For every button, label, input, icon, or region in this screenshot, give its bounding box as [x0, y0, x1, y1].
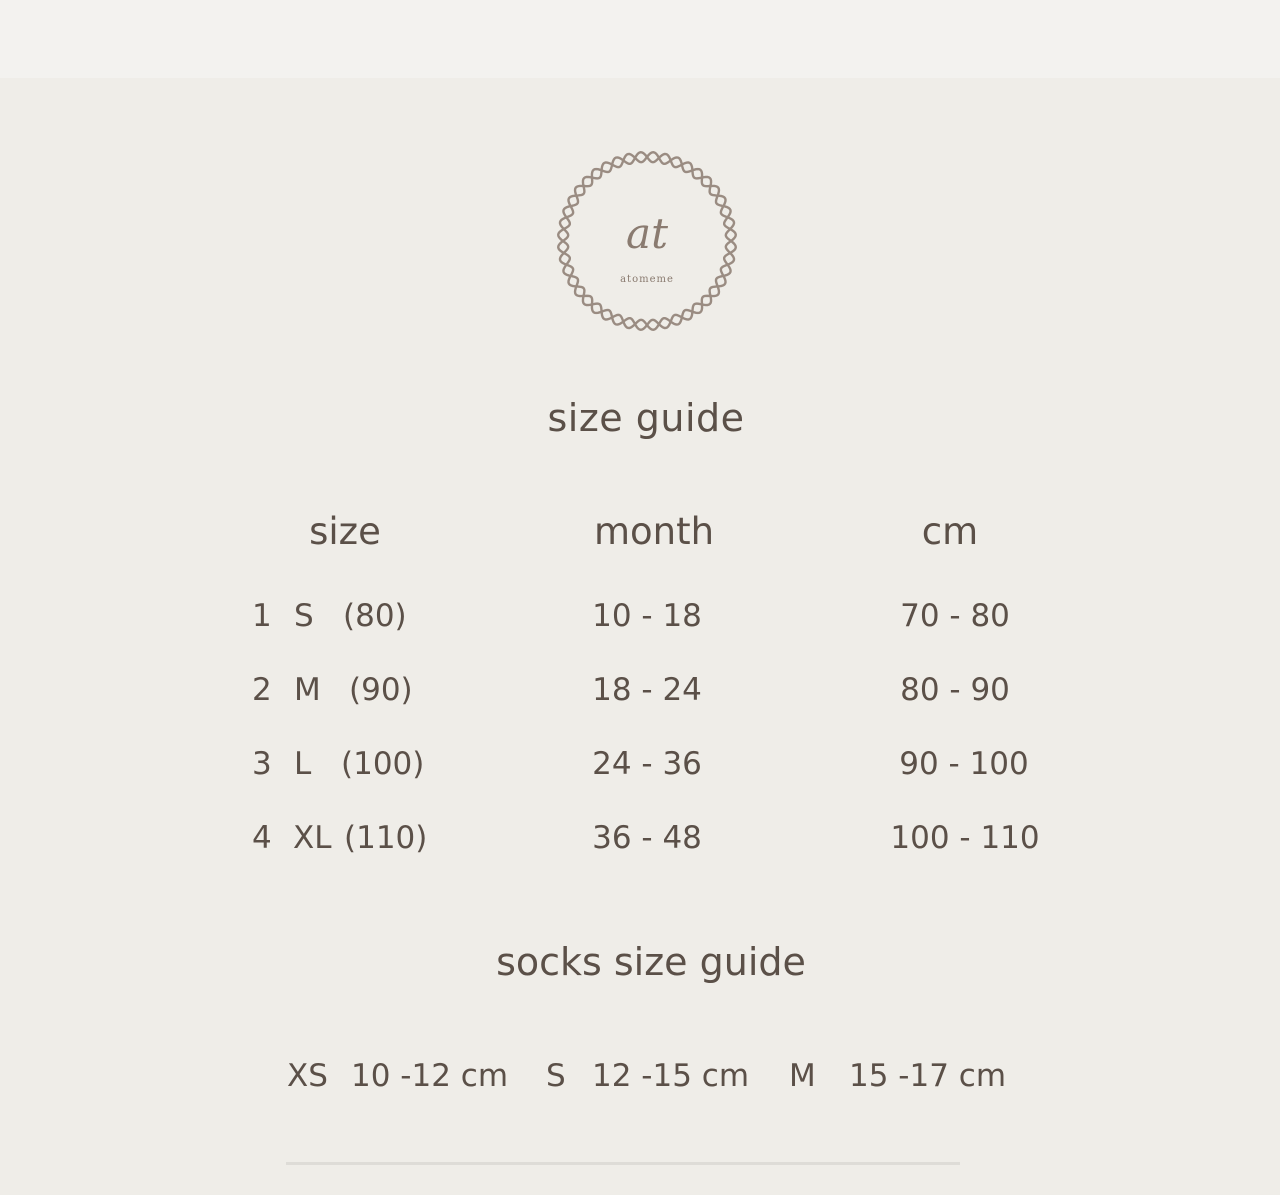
column-header-size: size [309, 510, 381, 553]
row-number: 1 [252, 598, 272, 634]
row-cm: 90 - 100 [899, 746, 1029, 782]
row-number: 4 [252, 820, 272, 856]
row-size-code: (80) [343, 598, 407, 634]
row-number: 3 [252, 746, 272, 782]
sock-range: 15 -17 cm [849, 1058, 1007, 1094]
row-cm: 80 - 90 [900, 672, 1010, 708]
row-size-code: (90) [349, 672, 413, 708]
logo-monogram: at [626, 209, 668, 258]
row-cm: 100 - 110 [890, 820, 1040, 856]
brand-logo [552, 148, 742, 334]
column-header-cm: cm [921, 510, 979, 553]
row-month: 10 - 18 [592, 598, 702, 634]
wreath-emblem [552, 148, 742, 334]
row-size-letter: L [294, 746, 312, 782]
row-size-letter: S [294, 598, 314, 634]
column-header-month: month [593, 510, 715, 553]
socks-title: socks size guide [496, 940, 806, 984]
row-month: 18 - 24 [592, 672, 702, 708]
sock-size: S [546, 1058, 566, 1094]
sock-range: 12 -15 cm [592, 1058, 750, 1094]
sock-size: M [789, 1058, 816, 1094]
row-size-code: (110) [344, 820, 428, 856]
page-title: size guide [547, 396, 745, 440]
row-number: 2 [252, 672, 272, 708]
row-month: 24 - 36 [592, 746, 702, 782]
row-month: 36 - 48 [592, 820, 702, 856]
row-size-code: (100) [341, 746, 425, 782]
sock-range: 10 -12 cm [351, 1058, 509, 1094]
row-cm: 70 - 80 [900, 598, 1010, 634]
bottom-divider [286, 1162, 960, 1165]
top-band [0, 0, 1280, 78]
logo-brand-name: atomeme [620, 274, 674, 285]
row-size-letter: M [294, 672, 321, 708]
sock-size: XS [287, 1058, 328, 1094]
row-size-letter: XL [293, 820, 332, 856]
